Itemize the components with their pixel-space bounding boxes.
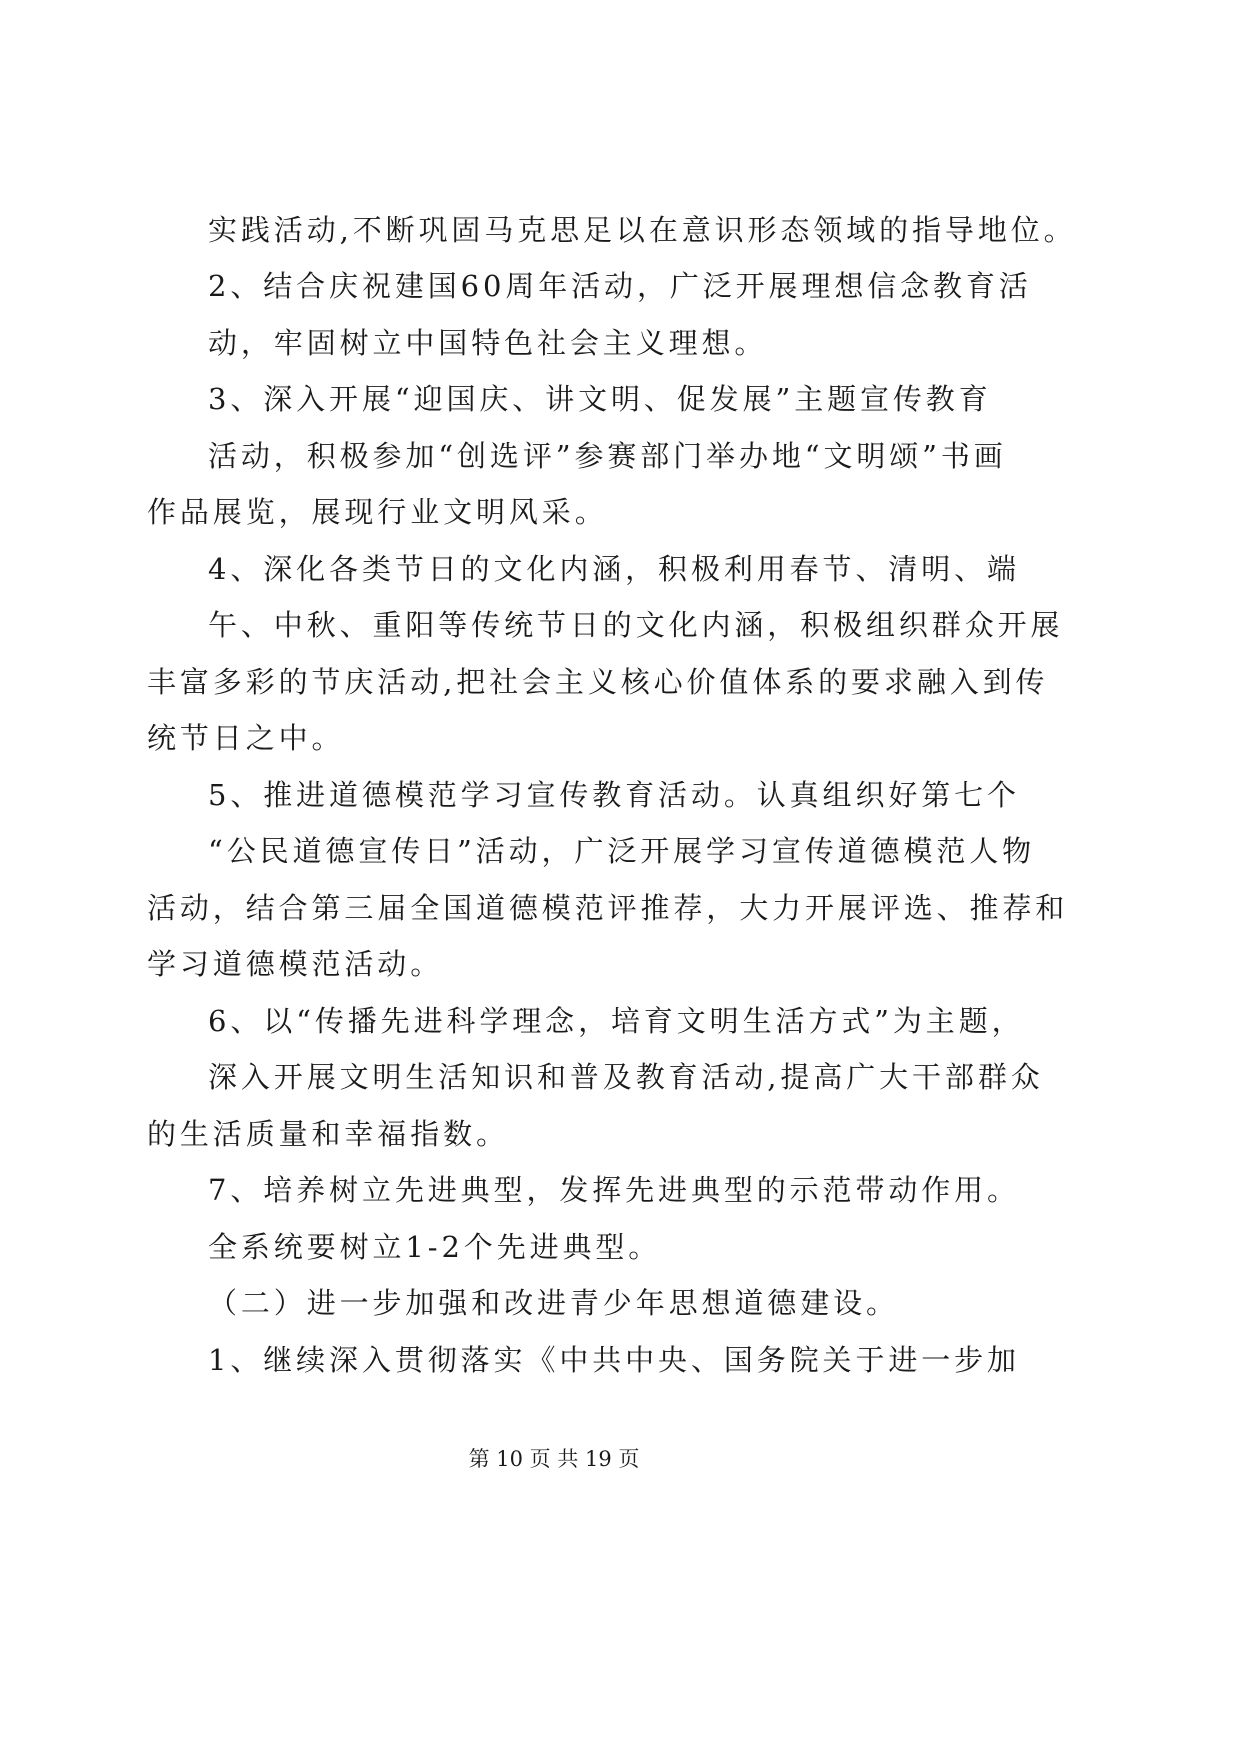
text-line: 6、以“传播先进科学理念，培育文明生活方式”为主题， xyxy=(208,1004,1025,1038)
text-line: 3、深入开展“迎国庆、讲文明、促发展”主题宣传教育 xyxy=(208,382,992,416)
text-line: （二）进一步加强和改进青少年思想道德建设。 xyxy=(208,1286,899,1320)
text-line: 动，牢固树立中国特色社会主义理想。 xyxy=(208,326,768,360)
text-line: 统节日之中。 xyxy=(147,721,345,755)
text-line: 1、继续深入贯彻落实《中共中央、国务院关于进一步加 xyxy=(208,1343,1020,1377)
text-line: 的生活质量和幸福指数。 xyxy=(147,1117,509,1151)
text-line: 4、深化各类节日的文化内涵，积极利用春节、清明、端 xyxy=(208,552,1020,586)
text-line: 作品展览，展现行业文明风采。 xyxy=(147,495,608,529)
text-line: 实践活动,不断巩固马克思足以在意识形态领域的指导地位。 xyxy=(208,213,1077,247)
text-line: 7、培养树立先进典型，发挥先进典型的示范带动作用。 xyxy=(208,1173,1020,1207)
text-line: 2、结合庆祝建国60周年活动，广泛开展理想信念教育活 xyxy=(208,269,1032,303)
text-line: 5、推进道德模范学习宣传教育活动。认真组织好第七个 xyxy=(208,778,1020,812)
text-line: “公民道德宣传日”活动，广泛开展学习宣传道德模范人物 xyxy=(208,834,1036,868)
text-line: 活动，结合第三届全国道德模范评推荐，大力开展评选、推荐和 xyxy=(147,891,1069,925)
text-line: 学习道德模范活动。 xyxy=(147,947,444,981)
text-line: 深入开展文明生活知识和普及教育活动,提高广大干部群众 xyxy=(208,1060,1044,1094)
text-line: 活动，积极参加“创选评”参赛部门举办地“文明颂”书画 xyxy=(208,439,1007,473)
text-line: 午、中秋、重阳等传统节日的文化内涵，积极组织群众开展 xyxy=(208,608,1064,642)
text-line: 全系统要树立1-2个先进典型。 xyxy=(208,1230,662,1264)
text-line: 丰富多彩的节庆活动,把社会主义核心价值体系的要求融入到传 xyxy=(147,665,1049,699)
page-number-footer: 第 10 页 共 19 页 xyxy=(468,1447,640,1471)
